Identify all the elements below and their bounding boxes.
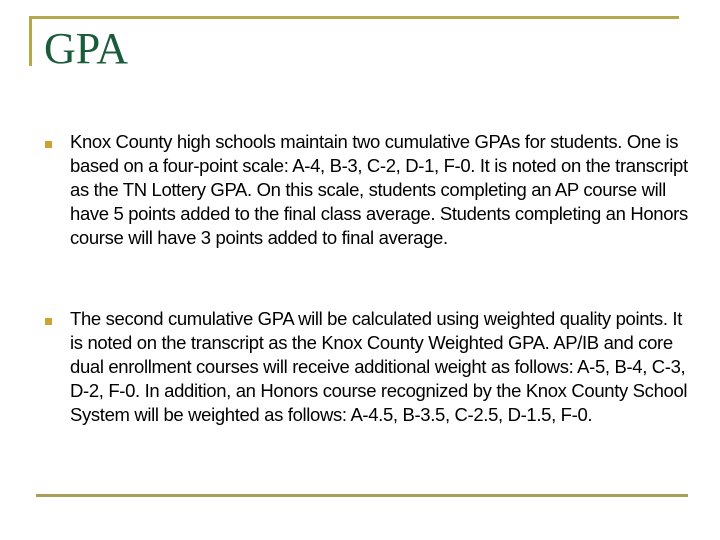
slide-title: GPA xyxy=(44,24,128,73)
bullet-text: Knox County high schools maintain two cumulative GPAs for students. One is based on a four-point scale: A-4, B-3, C-2, D-1, F-0. It is noted on the transcript as the TN Lottery GPA. On this scale, students completing an AP course will have 5 points added to the final class average. Students completing an Honors course will have 3 points added to final average. xyxy=(70,131,688,248)
footer-rule xyxy=(36,494,688,497)
title-left-rule xyxy=(29,16,32,66)
title-top-rule xyxy=(29,16,679,19)
square-bullet-icon xyxy=(45,318,52,325)
square-bullet-icon xyxy=(45,141,52,148)
bullet-text: The second cumulative GPA will be calculated using weighted quality points. It is noted on the transcript as the Knox County Weighted GPA. AP/IB and core dual enrollment courses will receive additional weight as follows: A-5, B-4, C-3, D-2, F-0. In addition, an Honors course recognized by the Knox County School System will be weighted as follows: A-4.5, B-3.5, C-2.5, D-1.5, F-0. xyxy=(70,308,688,425)
